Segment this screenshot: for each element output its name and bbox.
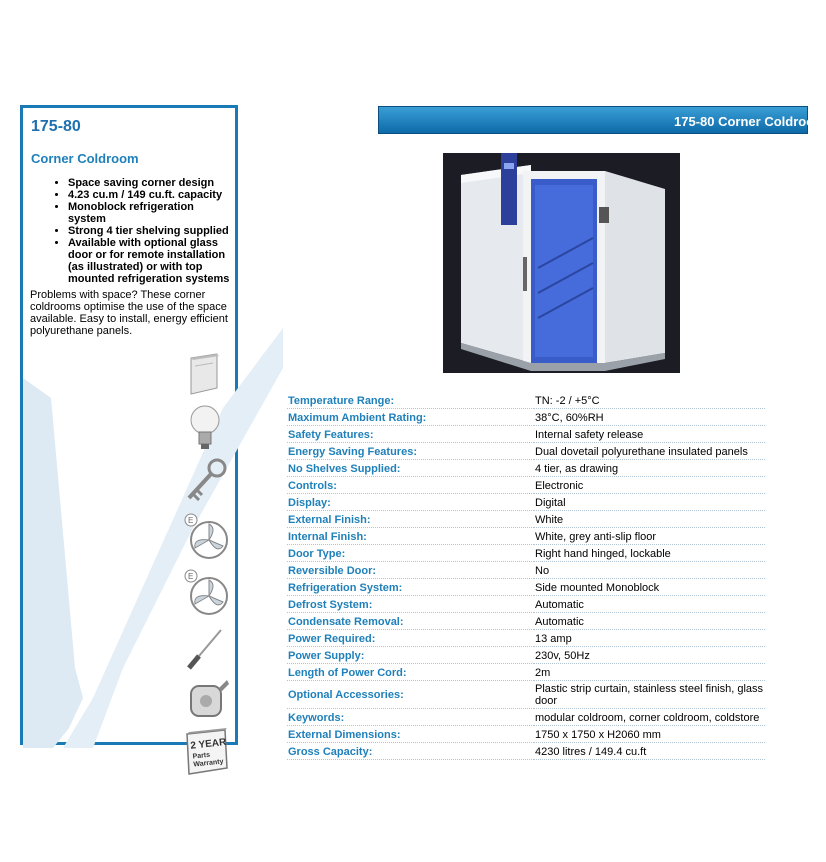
spec-value: White, grey anti-slip floor (534, 528, 765, 545)
spec-label: Length of Power Cord: (287, 664, 534, 681)
spec-value: Electronic (534, 477, 765, 494)
spec-label: Gross Capacity: (287, 743, 534, 760)
spec-label: Maximum Ambient Rating: (287, 409, 534, 426)
spec-row (287, 630, 765, 647)
spec-row (287, 664, 765, 681)
warranty-label: Warranty (193, 758, 224, 769)
spec-value: Dual dovetail polyurethane insulated panels (534, 443, 765, 460)
spec-value: 230v, 50Hz (534, 647, 765, 664)
spec-label: Door Type: (287, 545, 534, 562)
spec-label: Display: (287, 494, 534, 511)
svg-text:E: E (188, 516, 194, 525)
spec-label: Controls: (287, 477, 534, 494)
spec-value: TN: -2 / +5°C (534, 392, 765, 409)
svg-text:E: E (188, 572, 194, 581)
spec-row (287, 726, 765, 743)
spec-value: 4230 litres / 149.4 cu.ft (534, 743, 765, 760)
spec-value: White (534, 511, 765, 528)
feature-item: • Strong 4 tier shelving supplied (68, 225, 231, 237)
spec-row (287, 443, 765, 460)
spec-label: Power Required: (287, 630, 534, 647)
product-description: Problems with space? These corner coldrooms optimise the use of the space available. Easy to install, energy efficient polyurethane panels. (30, 289, 228, 337)
feature-item: • 4.23 cu.m / 149 cu.ft. capacity (68, 189, 231, 201)
spec-value: 13 amp (534, 630, 765, 647)
manual-icon (183, 354, 231, 398)
specification-table (287, 392, 765, 760)
spec-row (287, 579, 765, 596)
spec-label: External Finish: (287, 511, 534, 528)
screwdriver-icon (183, 626, 231, 672)
spec-value: No (534, 562, 765, 579)
spec-row (287, 709, 765, 726)
spec-value: Automatic (534, 596, 765, 613)
spec-value: Plastic strip curtain, stainless steel finish, glass door (534, 681, 765, 709)
spec-row (287, 528, 765, 545)
coldroom-illustration-icon (443, 153, 680, 373)
spec-row (287, 545, 765, 562)
spec-value: Digital (534, 494, 765, 511)
spec-value: 4 tier, as drawing (534, 460, 765, 477)
product-subtitle: Corner Coldroom (31, 151, 139, 166)
spec-label: Optional Accessories: (287, 681, 534, 709)
spec-row (287, 647, 765, 664)
spec-row (287, 743, 765, 760)
spec-row (287, 681, 765, 709)
warranty-years: 2 YEAR (189, 736, 227, 752)
feature-list (31, 177, 231, 285)
spec-row (287, 409, 765, 426)
spec-row (287, 426, 765, 443)
feature-item: • Monoblock refrigeration system (68, 201, 231, 225)
energy-fan-icon (183, 512, 231, 564)
tape-measure-icon (183, 676, 231, 722)
product-photo (443, 153, 680, 373)
spec-row (287, 477, 765, 494)
spec-row (287, 613, 765, 630)
spec-row (287, 562, 765, 579)
spec-value: 1750 x 1750 x H2060 mm (534, 726, 765, 743)
product-summary-panel (20, 105, 238, 769)
spec-value: 38°C, 60%RH (534, 409, 765, 426)
feature-item: • Available with optional glass door or for remote installation (as illustrated) or with top mounted refrigeration systems (68, 237, 231, 285)
spec-label: External Dimensions: (287, 726, 534, 743)
model-number: 175-80 (31, 118, 81, 135)
spec-label: Power Supply: (287, 647, 534, 664)
spec-value: 2m (534, 664, 765, 681)
spec-label: No Shelves Supplied: (287, 460, 534, 477)
spec-row (287, 511, 765, 528)
spec-label: Internal Finish: (287, 528, 534, 545)
spec-value: modular coldroom, corner coldroom, coldstore (534, 709, 765, 726)
spec-label: Refrigeration System: (287, 579, 534, 596)
title-bar-text: 175-80 Corner Coldroom (674, 114, 826, 129)
spec-label: Temperature Range: (287, 392, 534, 409)
title-bar (378, 106, 826, 134)
spec-label: Keywords: (287, 709, 534, 726)
spec-row (287, 596, 765, 613)
energy-fan-icon-2 (183, 568, 231, 620)
spec-row (287, 392, 765, 409)
spec-value: Right hand hinged, lockable (534, 545, 765, 562)
spec-label: Energy Saving Features: (287, 443, 534, 460)
warranty-parts: Parts (192, 751, 211, 761)
spec-row (287, 494, 765, 511)
spec-value: Side mounted Monoblock (534, 579, 765, 596)
spec-row (287, 460, 765, 477)
warranty-icon (183, 726, 231, 778)
spec-label: Reversible Door: (287, 562, 534, 579)
spec-value: Internal safety release (534, 426, 765, 443)
bulb-icon (183, 402, 231, 452)
spec-label: Defrost System: (287, 596, 534, 613)
feature-item: • Space saving corner design (68, 177, 231, 189)
key-icon (183, 458, 231, 508)
spec-label: Condensate Removal: (287, 613, 534, 630)
spec-value: Automatic (534, 613, 765, 630)
spec-label: Safety Features: (287, 426, 534, 443)
